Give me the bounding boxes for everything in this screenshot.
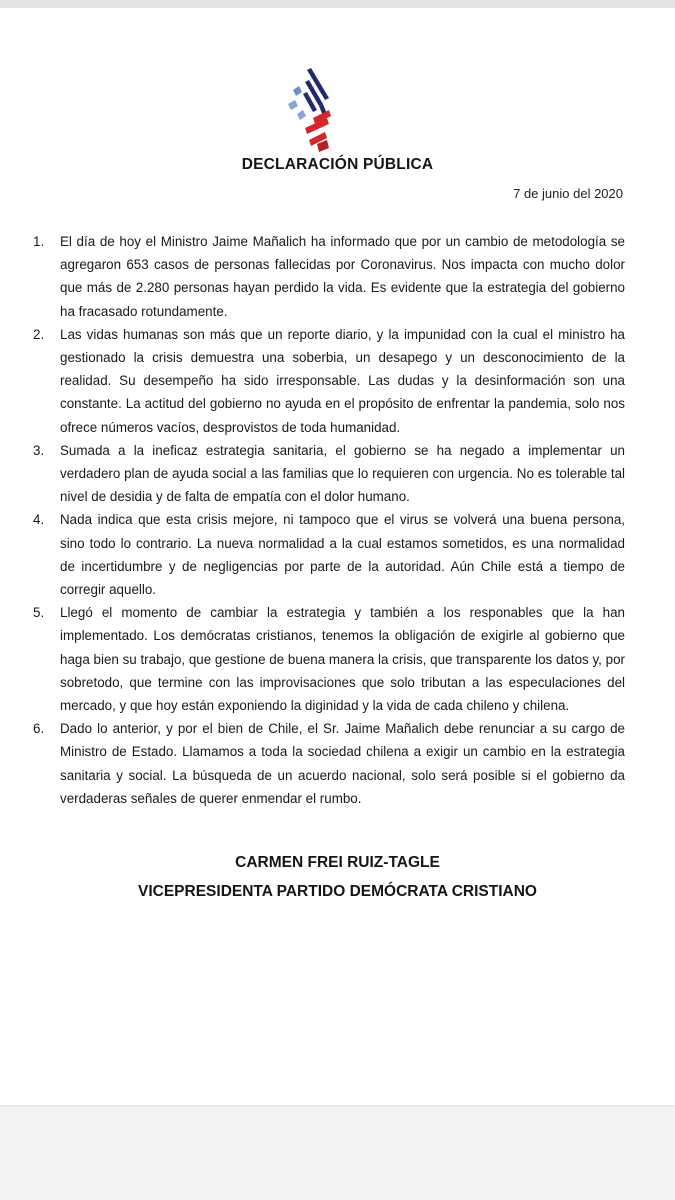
item-text: Sumada a la ineficaz estrategia sanitaria, el gobierno se ha negado a implementar un verdadero plan de ayuda social a las familias que lo requieren con urgencia. No es tolerable tal nivel de desidia y de falta de empatía con el dolor humano. bbox=[60, 442, 625, 505]
list-item bbox=[0, 230, 675, 323]
top-bar bbox=[0, 0, 675, 8]
item-number: 5. bbox=[33, 605, 45, 621]
item-number: 4. bbox=[33, 512, 45, 528]
item-text: El día de hoy el Ministro Jaime Mañalich ha informado que por un cambio de metodología se agregaron 653 casos de personas fallecidas por Coronavirus. Nos impacta con mucho dolor que más de 2.280 personas hayan perdido la vida. Es evidente que la estrategia del gobierno ha fracasado rotundamente. bbox=[60, 234, 625, 319]
item-number: 6. bbox=[33, 721, 45, 737]
item-number: 1. bbox=[33, 234, 45, 249]
item-text: Llegó el momento de cambiar la estrategia y también a los responables que la han implementado. Los demócratas cristianos, tenemos la obligación de exigirle al gobierno que haga bien su trabajo, que gestione de buena manera la crisis, que transparente los datos y, por sobretodo, que termine con las improvisaciones que solo tributan a las especulaciones del mercado, y que hoy están exponiendo la diginidad y la vida de cada chileno y chilena. bbox=[60, 605, 625, 714]
item-number: 3. bbox=[33, 442, 45, 458]
item-text: Dado lo anterior, y por el bien de Chile, el Sr. Jaime Mañalich debe renunciar a su cargo de Ministro de Estado. Llamamos a toda la sociedad chilena a exigir un cambio en la estrategia sanitaria y social. La búsqueda de un acuerdo nacional, solo será posible si el gobierno da verdaderas señales de querer enmendar el rumbo. bbox=[60, 721, 625, 806]
signature-name: CARMEN FREI RUIZ-TAGLE bbox=[235, 854, 440, 871]
list-item bbox=[0, 323, 675, 439]
document-page bbox=[0, 8, 675, 1105]
page-title: DECLARACIÓN PÚBLICA bbox=[241, 156, 434, 173]
item-text: Nada indica que esta crisis mejore, ni tampoco que el virus se volverá una buena persona, sino todo lo contrario. La nueva normalidad a la cual estamos sometidos, es una normalidad de incertidumbre y de negligencias por parte de la autoridad. Aún Chile está a tiempo de corregir aquello. bbox=[60, 512, 625, 598]
signature-role: VICEPRESIDENTA PARTIDO DEMÓCRATA CRISTIANO bbox=[138, 883, 537, 900]
item-number: 2. bbox=[33, 326, 45, 342]
party-logo-icon bbox=[283, 68, 335, 152]
item-text: Las vidas humanas son más que un reporte diario, y la impunidad con la cual el ministro ha gestionado la crisis demuestra una soberbia, un desapego y un desconocimiento de la realidad. Su desempeño ha sido irresponsable. Las dudas y la desinformación son una constante. La actitud del gobierno no ayuda en el propósito de enfrentar la pandemia, solo nos ofrece números vacíos, desprovistos de toda humanidad. bbox=[60, 326, 625, 435]
list-item bbox=[0, 508, 675, 601]
document-date: 7 de junio del 2020 bbox=[513, 186, 623, 201]
statement-list bbox=[0, 230, 675, 810]
list-item bbox=[0, 717, 675, 810]
list-item bbox=[0, 601, 675, 717]
list-item bbox=[0, 439, 675, 509]
